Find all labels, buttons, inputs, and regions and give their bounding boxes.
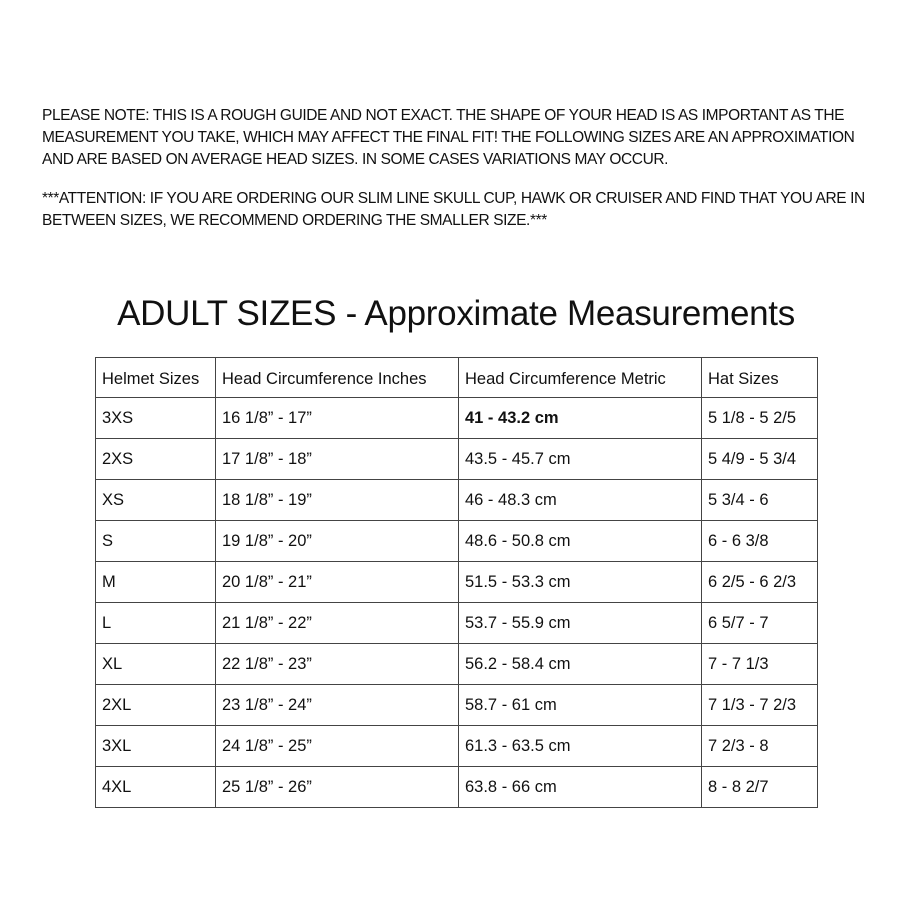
inches-cell: 21 1/8” - 22” [216,603,459,644]
column-header-inches: Head Circumference Inches [216,358,459,398]
helmet-size-cell: S [96,521,216,562]
table-row [96,644,818,685]
table-row [96,685,818,726]
inches-cell: 17 1/8” - 18” [216,439,459,480]
hat-size-cell: 5 4/9 - 5 3/4 [702,439,818,480]
hat-size-cell: 6 5/7 - 7 [702,603,818,644]
column-header-metric: Head Circumference Metric [459,358,702,398]
inches-cell: 19 1/8” - 20” [216,521,459,562]
metric-cell: 58.7 - 61 cm [459,685,702,726]
table-row [96,439,818,480]
hat-size-cell: 6 2/5 - 6 2/3 [702,562,818,603]
table-row [96,767,818,808]
helmet-size-cell: XL [96,644,216,685]
inches-cell: 18 1/8” - 19” [216,480,459,521]
table-header-row [96,358,818,398]
inches-cell: 23 1/8” - 24” [216,685,459,726]
column-header-hat-sizes: Hat Sizes [702,358,818,398]
size-chart-table [95,357,818,808]
metric-cell: 63.8 - 66 cm [459,767,702,808]
table-row [96,398,818,439]
helmet-size-cell: 2XS [96,439,216,480]
metric-cell: 56.2 - 58.4 cm [459,644,702,685]
metric-cell: 51.5 - 53.3 cm [459,562,702,603]
hat-size-cell: 7 2/3 - 8 [702,726,818,767]
metric-cell: 48.6 - 50.8 cm [459,521,702,562]
helmet-size-cell: 4XL [96,767,216,808]
inches-cell: 24 1/8” - 25” [216,726,459,767]
fit-disclaimer-note: PLEASE NOTE: THIS IS A ROUGH GUIDE AND NOT EXACT. THE SHAPE OF YOUR HEAD IS AS IMPORTANT AS THE MEASUREMENT YOU TAKE, WHICH MAY AFFECT THE FINAL FIT! THE FOLLOWING SIZES ARE AN APPROXIMATION AND ARE BASED ON AVERAGE HEAD SIZES. IN SOME CASES VARIATIONS MAY OCCUR. [42,107,855,168]
helmet-size-cell: M [96,562,216,603]
metric-cell: 61.3 - 63.5 cm [459,726,702,767]
table-row [96,603,818,644]
hat-size-cell: 5 1/8 - 5 2/5 [702,398,818,439]
table-row [96,726,818,767]
inches-cell: 20 1/8” - 21” [216,562,459,603]
metric-cell: 53.7 - 55.9 cm [459,603,702,644]
helmet-size-cell: 3XL [96,726,216,767]
column-header-helmet-sizes: Helmet Sizes [96,358,216,398]
metric-cell: 41 - 43.2 cm [459,398,702,439]
metric-cell: 43.5 - 45.7 cm [459,439,702,480]
inches-cell: 16 1/8” - 17” [216,398,459,439]
hat-size-cell: 7 - 7 1/3 [702,644,818,685]
sizing-attention-note: ***ATTENTION: IF YOU ARE ORDERING OUR SLIM LINE SKULL CUP, HAWK OR CRUISER AND FIND THAT YOU ARE IN BETWEEN SIZES, WE RECOMMEND ORDERING THE SMALLER SIZE.*** [42,190,865,229]
helmet-size-cell: 2XL [96,685,216,726]
hat-size-cell: 7 1/3 - 7 2/3 [702,685,818,726]
table-row [96,562,818,603]
hat-size-cell: 6 - 6 3/8 [702,521,818,562]
helmet-size-cell: 3XS [96,398,216,439]
helmet-size-cell: L [96,603,216,644]
table-row [96,480,818,521]
inches-cell: 25 1/8” - 26” [216,767,459,808]
page-title: ADULT SIZES - Approximate Measurements [117,294,795,333]
table-row [96,521,818,562]
metric-cell: 46 - 48.3 cm [459,480,702,521]
inches-cell: 22 1/8” - 23” [216,644,459,685]
hat-size-cell: 5 3/4 - 6 [702,480,818,521]
helmet-size-cell: XS [96,480,216,521]
hat-size-cell: 8 - 8 2/7 [702,767,818,808]
